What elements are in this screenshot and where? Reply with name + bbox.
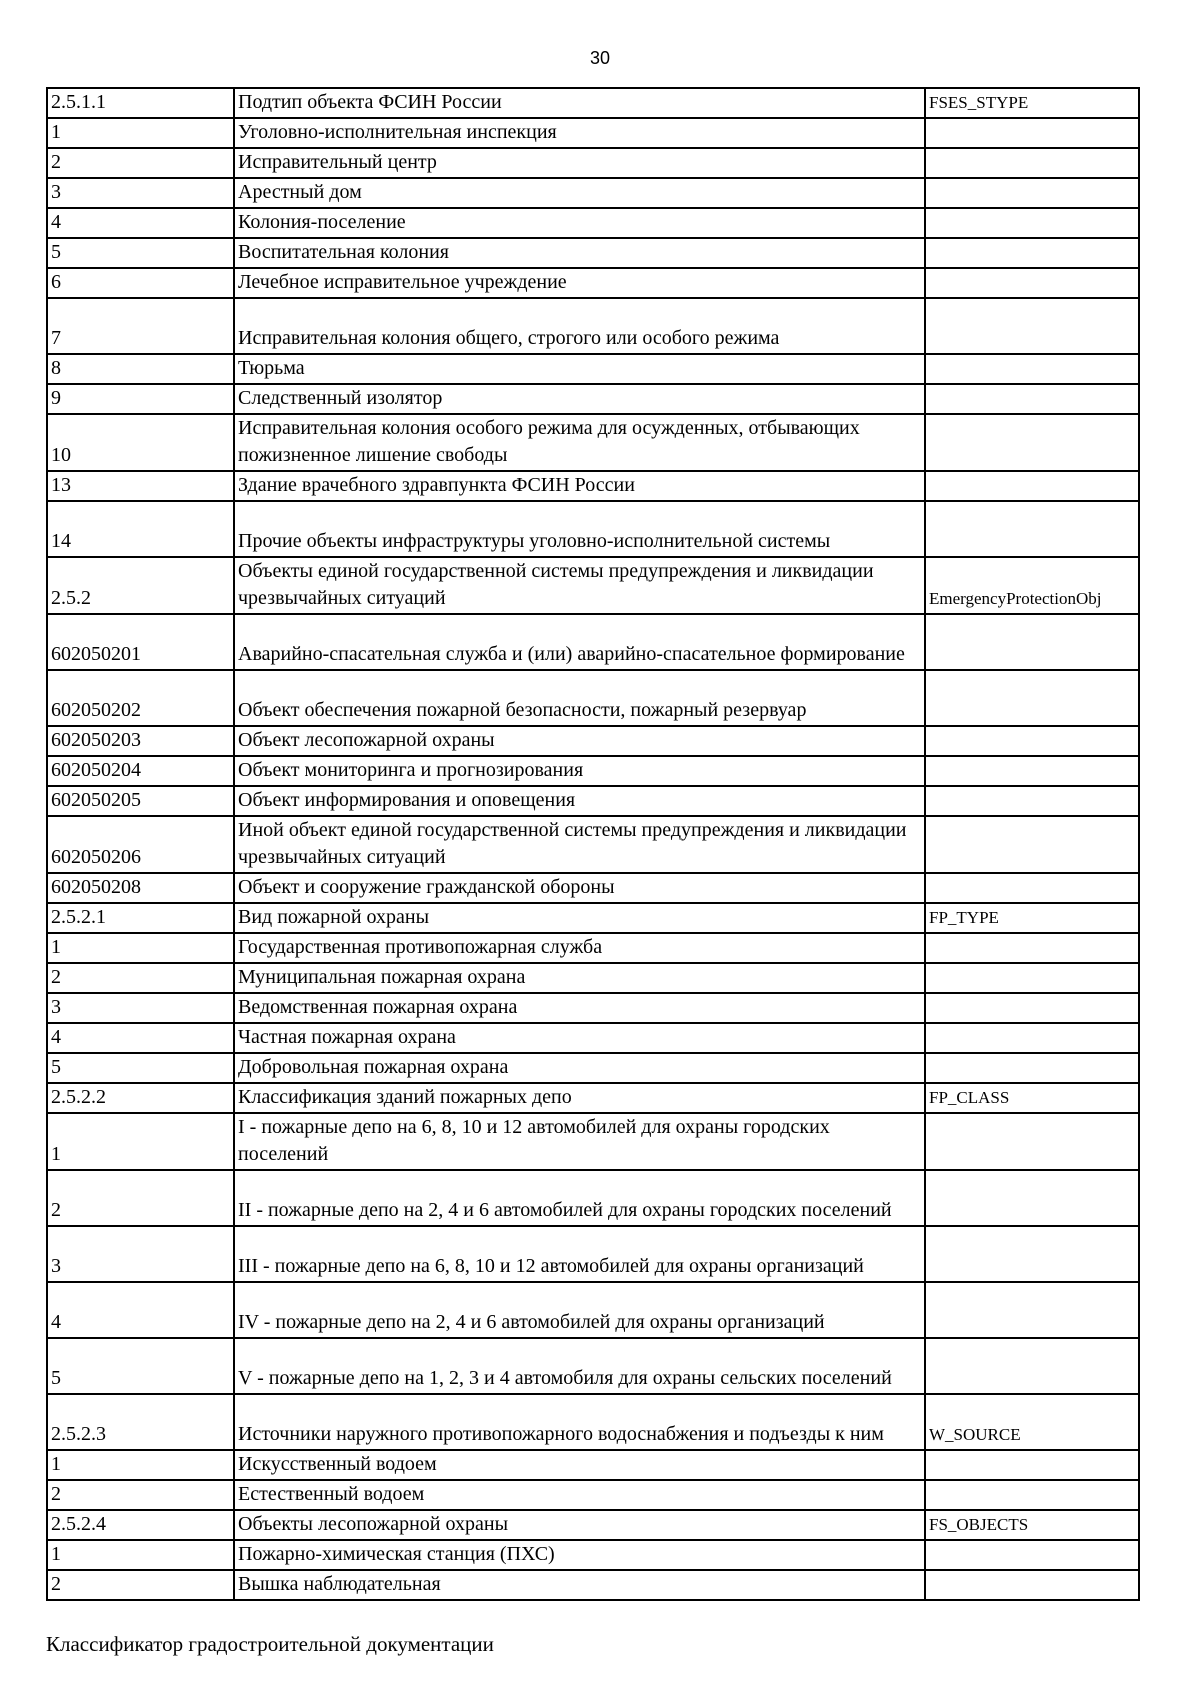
table-row [47, 1540, 1139, 1570]
row-number-cell: 1 [47, 1450, 234, 1480]
row-name-cell: Объект информирования и оповещения [234, 786, 925, 816]
row-name-cell: Искусственный водоем [234, 1450, 925, 1480]
row-name-cell: III - пожарные депо на 6, 8, 10 и 12 автомобилей для охраны организаций [234, 1226, 925, 1282]
row-number-cell: 5 [47, 1338, 234, 1394]
row-code-cell [925, 1338, 1139, 1394]
row-name-cell: Объект мониторинга и прогнозирования [234, 756, 925, 786]
row-number-cell: 8 [47, 354, 234, 384]
table-row [47, 557, 1139, 614]
row-number-cell: 602050203 [47, 726, 234, 756]
row-number-cell: 2.5.2.4 [47, 1510, 234, 1540]
row-number-cell: 602050206 [47, 816, 234, 873]
row-name-cell: Классификация зданий пожарных депо [234, 1083, 925, 1113]
row-code-cell [925, 298, 1139, 354]
classifier-table [46, 87, 1140, 1601]
row-code-cell [925, 268, 1139, 298]
footer-text: Классификатор градостроительной документации [46, 1632, 494, 1656]
table-row [47, 1394, 1139, 1450]
row-number-cell: 5 [47, 238, 234, 268]
table-row [47, 471, 1139, 501]
table-row [47, 208, 1139, 238]
row-code-cell [925, 118, 1139, 148]
row-number-cell: 602050202 [47, 670, 234, 726]
row-number-cell: 2 [47, 963, 234, 993]
row-code-cell [925, 1226, 1139, 1282]
row-name-cell: Объект лесопожарной охраны [234, 726, 925, 756]
row-number-cell: 14 [47, 501, 234, 557]
row-code-cell: W_SOURCE [925, 1394, 1139, 1450]
row-name-cell: Вышка наблюдательная [234, 1570, 925, 1600]
row-number-cell: 10 [47, 414, 234, 471]
row-code-cell [925, 1113, 1139, 1170]
row-name-cell: Иной объект единой государственной системы предупреждения и ликвидации чрезвычайных ситуаций [234, 816, 925, 873]
row-code-cell [925, 208, 1139, 238]
table-row [47, 298, 1139, 354]
row-code-cell: FP_TYPE [925, 903, 1139, 933]
row-name-cell: Государственная противопожарная служба [234, 933, 925, 963]
row-code-cell [925, 1450, 1139, 1480]
row-name-cell: IV - пожарные депо на 2, 4 и 6 автомобилей для охраны организаций [234, 1282, 925, 1338]
row-code-cell [925, 1480, 1139, 1510]
row-number-cell: 1 [47, 933, 234, 963]
table-row [47, 933, 1139, 963]
row-name-cell: V - пожарные депо на 1, 2, 3 и 4 автомобиля для охраны сельских поселений [234, 1338, 925, 1394]
row-name-cell: Исправительная колония особого режима для осужденных, отбывающих пожизненное лишение свободы [234, 414, 925, 471]
row-code-cell [925, 873, 1139, 903]
row-name-cell: Частная пожарная охрана [234, 1023, 925, 1053]
row-code-cell [925, 501, 1139, 557]
row-code-cell [925, 726, 1139, 756]
row-number-cell: 7 [47, 298, 234, 354]
row-name-cell: Здание врачебного здравпункта ФСИН России [234, 471, 925, 501]
row-code-cell [925, 786, 1139, 816]
row-number-cell: 2.5.2.1 [47, 903, 234, 933]
row-name-cell: I - пожарные депо на 6, 8, 10 и 12 автомобилей для охраны городских поселений [234, 1113, 925, 1170]
row-code-cell [925, 1053, 1139, 1083]
row-name-cell: Исправительная колония общего, строгого или особого режима [234, 298, 925, 354]
row-number-cell: 4 [47, 1282, 234, 1338]
row-number-cell: 602050205 [47, 786, 234, 816]
row-number-cell: 602050204 [47, 756, 234, 786]
table-row [47, 726, 1139, 756]
table-row [47, 1570, 1139, 1600]
row-name-cell: Воспитательная колония [234, 238, 925, 268]
table-row [47, 1053, 1139, 1083]
row-name-cell: Источники наружного противопожарного водоснабжения и подъезды к ним [234, 1394, 925, 1450]
row-number-cell: 4 [47, 208, 234, 238]
row-code-cell [925, 963, 1139, 993]
table-row [47, 670, 1139, 726]
table-row [47, 1338, 1139, 1394]
table-row [47, 786, 1139, 816]
row-code-cell [925, 1282, 1139, 1338]
table-row [47, 614, 1139, 670]
row-code-cell [925, 354, 1139, 384]
table-row [47, 178, 1139, 208]
row-name-cell: Арестный дом [234, 178, 925, 208]
table-row [47, 816, 1139, 873]
page-number: 30 [589, 48, 611, 68]
row-number-cell: 2 [47, 1570, 234, 1600]
row-code-cell [925, 816, 1139, 873]
row-code-cell [925, 933, 1139, 963]
row-name-cell: Ведомственная пожарная охрана [234, 993, 925, 1023]
row-number-cell: 1 [47, 118, 234, 148]
row-code-cell [925, 1540, 1139, 1570]
table-row [47, 268, 1139, 298]
row-number-cell: 2.5.1.1 [47, 88, 234, 118]
row-name-cell: Колония-поселение [234, 208, 925, 238]
row-name-cell: Подтип объекта ФСИН России [234, 88, 925, 118]
table-row [47, 1083, 1139, 1113]
row-code-cell [925, 471, 1139, 501]
table-row [47, 963, 1139, 993]
row-name-cell: Исправительный центр [234, 148, 925, 178]
row-number-cell: 5 [47, 1053, 234, 1083]
row-code-cell [925, 1023, 1139, 1053]
row-code-cell [925, 178, 1139, 208]
row-code-cell: FS_OBJECTS [925, 1510, 1139, 1540]
row-name-cell: Аварийно-спасательная служба и (или) аварийно-спасательное формирование [234, 614, 925, 670]
row-name-cell: Естественный водоем [234, 1480, 925, 1510]
table-row [47, 1170, 1139, 1226]
row-code-cell [925, 993, 1139, 1023]
table-row [47, 1226, 1139, 1282]
row-code-cell [925, 670, 1139, 726]
table-row [47, 993, 1139, 1023]
row-number-cell: 1 [47, 1540, 234, 1570]
row-number-cell: 3 [47, 1226, 234, 1282]
row-name-cell: Тюрьма [234, 354, 925, 384]
row-name-cell: Объект обеспечения пожарной безопасности, пожарный резервуар [234, 670, 925, 726]
table-row [47, 903, 1139, 933]
table-row [47, 873, 1139, 903]
table-row [47, 501, 1139, 557]
row-name-cell: Объекты лесопожарной охраны [234, 1510, 925, 1540]
table-row [47, 88, 1139, 118]
table-row [47, 1282, 1139, 1338]
row-code-cell [925, 414, 1139, 471]
row-code-cell [925, 756, 1139, 786]
row-code-cell [925, 148, 1139, 178]
table-row [47, 756, 1139, 786]
row-code-cell [925, 238, 1139, 268]
row-code-cell [925, 1570, 1139, 1600]
row-code-cell [925, 614, 1139, 670]
row-name-cell: Вид пожарной охраны [234, 903, 925, 933]
row-number-cell: 2 [47, 1170, 234, 1226]
row-name-cell: Пожарно-химическая станция (ПХС) [234, 1540, 925, 1570]
table-row [47, 354, 1139, 384]
row-number-cell: 1 [47, 1113, 234, 1170]
row-name-cell: Муниципальная пожарная охрана [234, 963, 925, 993]
row-number-cell: 2 [47, 148, 234, 178]
table-row [47, 148, 1139, 178]
row-name-cell: Прочие объекты инфраструктуры уголовно-исполнительной системы [234, 501, 925, 557]
row-name-cell: Уголовно-исполнительная инспекция [234, 118, 925, 148]
table-row [47, 238, 1139, 268]
table-row [47, 1480, 1139, 1510]
table-row [47, 1450, 1139, 1480]
row-number-cell: 2 [47, 1480, 234, 1510]
table-row [47, 384, 1139, 414]
row-code-cell [925, 1170, 1139, 1226]
table-row [47, 414, 1139, 471]
table-body [47, 88, 1139, 1600]
row-code-cell: FP_CLASS [925, 1083, 1139, 1113]
row-name-cell: II - пожарные депо на 2, 4 и 6 автомобилей для охраны городских поселений [234, 1170, 925, 1226]
row-name-cell: Добровольная пожарная охрана [234, 1053, 925, 1083]
row-number-cell: 3 [47, 178, 234, 208]
row-code-cell: EmergencyProtectionObj [925, 557, 1139, 614]
row-name-cell: Объекты единой государственной системы предупреждения и ликвидации чрезвычайных ситуаций [234, 557, 925, 614]
row-name-cell: Лечебное исправительное учреждение [234, 268, 925, 298]
row-number-cell: 2.5.2 [47, 557, 234, 614]
table-row [47, 1023, 1139, 1053]
row-code-cell [925, 384, 1139, 414]
row-number-cell: 4 [47, 1023, 234, 1053]
row-number-cell: 6 [47, 268, 234, 298]
row-name-cell: Следственный изолятор [234, 384, 925, 414]
row-number-cell: 602050201 [47, 614, 234, 670]
row-code-cell: FSES_STYPE [925, 88, 1139, 118]
table-row [47, 118, 1139, 148]
table-row [47, 1113, 1139, 1170]
row-number-cell: 2.5.2.2 [47, 1083, 234, 1113]
row-number-cell: 2.5.2.3 [47, 1394, 234, 1450]
row-name-cell: Объект и сооружение гражданской обороны [234, 873, 925, 903]
row-number-cell: 9 [47, 384, 234, 414]
row-number-cell: 602050208 [47, 873, 234, 903]
row-number-cell: 3 [47, 993, 234, 1023]
table-row [47, 1510, 1139, 1540]
row-number-cell: 13 [47, 471, 234, 501]
